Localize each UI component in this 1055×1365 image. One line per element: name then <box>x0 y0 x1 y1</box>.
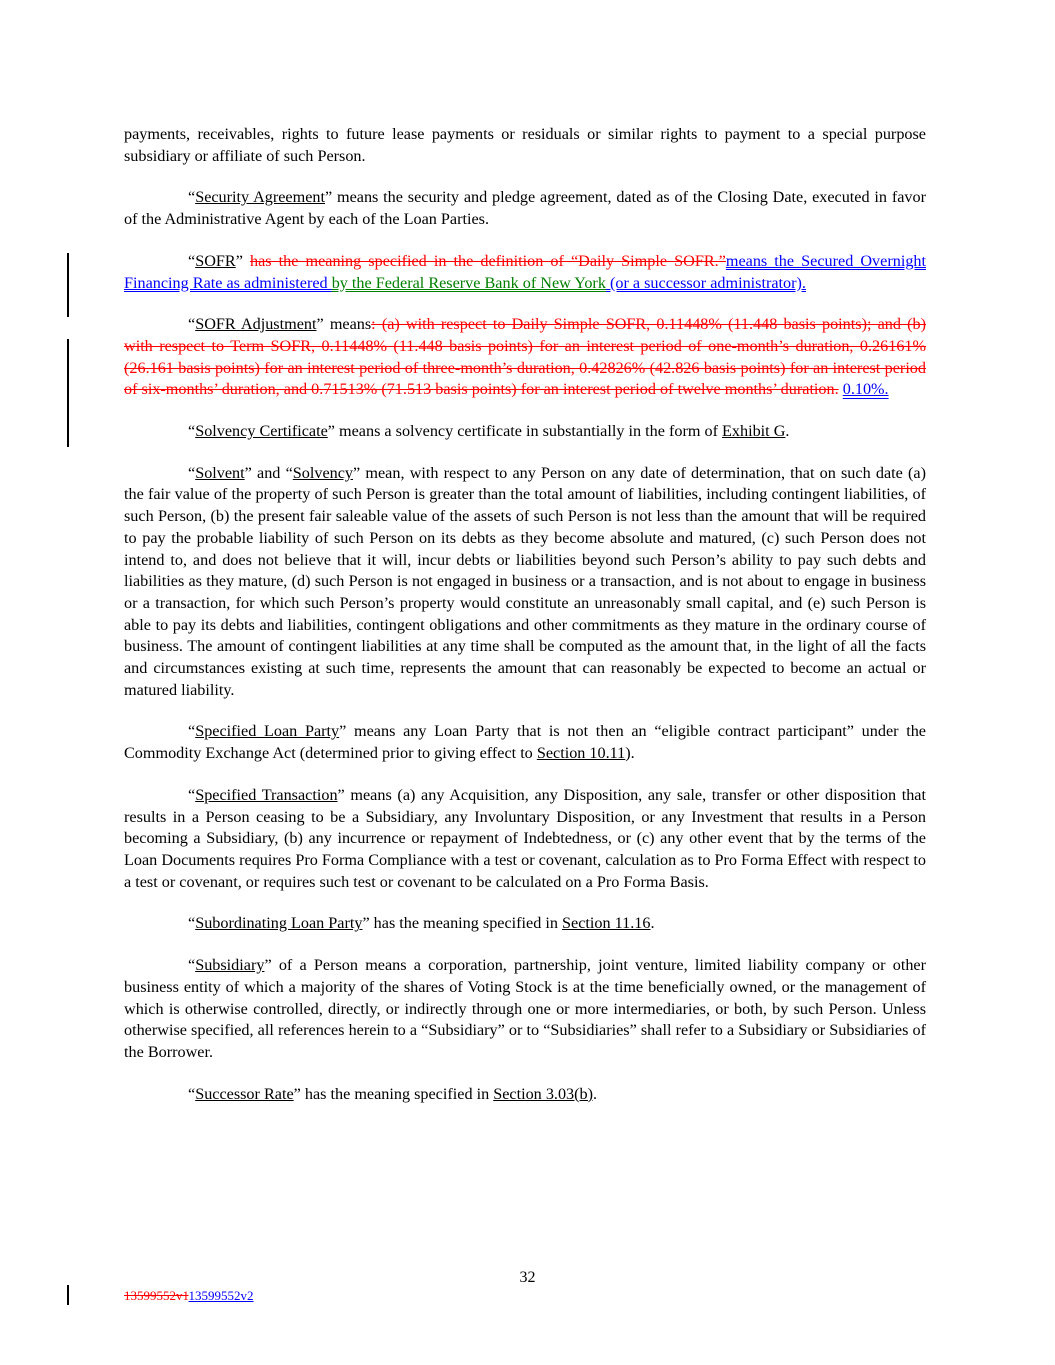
definition-sofr-adjustment: “SOFR Adjustment” means: (a) with respect to Daily Simple SOFR, 0.11448% (11.448 basis points); and (b) with respect to Term SOFR, 0.11448% (11.448 basis points) for an interest period of one-month’s duration, 0.26161% (26.161 basis points) for an interest period of three-month’s duration, 0.42826% (42.826 basis points) for an interest period of six-months’ duration, and 0.71513% (71.513 basis points) for an interest period of twelve months’ duration. 0.10%. <box>124 315 926 399</box>
page-number: 32 <box>519 1269 536 1286</box>
defined-term: Specified Loan Party <box>195 722 340 741</box>
defined-term: Successor Rate <box>195 1084 294 1103</box>
document-page <box>124 124 926 1125</box>
definition-subsidiary: “Subsidiary” of a Person means a corporation, partnership, joint venture, limited liability company or other business entity of which a majority of the shares of Voting Stock is at the time beneficially owned, or the management of which is otherwise controlled, directly, or indirectly through one or more intermediaries, or both, by such Person. Unless otherwise specified, all references herein to a “Subsidiary” or to “Subsidiaries” shall refer to a Subsidiary or Subsidiaries of the Borrower. <box>124 956 926 1061</box>
definition-solvency-certificate: “Solvency Certificate” means a solvency certificate in substantially in the form of Exhibit G. <box>188 422 790 441</box>
inserted-docid: 13599552v2 <box>188 1288 254 1303</box>
inserted-text: 0.10%. <box>842 380 889 399</box>
deleted-text: : (a) with respect to Daily Simple SOFR, 0.11448% (11.448 basis points); and (b) with respect to Term SOFR, 0.11448% (11.448 basis points) for an interest period of one-month’s duration, 0.26161% (26.161 basis points) for an interest period of three-month’s duration, 0.42826% (42.826 basis points) for an interest period of six-months’ duration, and 0.71513% (71.513 basis points) for an interest period of twelve months’ duration. <box>124 315 926 399</box>
cross-reference: Section 11.16 <box>562 914 651 933</box>
cross-reference: Exhibit G <box>722 422 786 441</box>
moved-text: by the Federal Reserve Bank of New York <box>331 273 606 292</box>
definition-subordinating-loan-party: “Subordinating Loan Party” has the meaning specified in Section 11.16. <box>188 914 655 933</box>
defined-term: SOFR Adjustment <box>195 315 317 334</box>
defined-term: Solvent <box>195 463 245 482</box>
defined-term: SOFR <box>195 251 236 270</box>
cross-reference: Section 10.11 <box>536 744 626 763</box>
change-bar-footer <box>67 1285 69 1305</box>
inserted-text: means the Secured Overnight Financing Rate as administered <box>124 251 927 292</box>
defined-term: Specified Transaction <box>195 785 338 804</box>
definition-solvent: “Solvent” and “Solvency” mean, with respect to any Person on any date of determination, that on such date (a) the fair value of the property of such Person is greater than the total amount of liabilities, including contingent liabilities, of such Person, (b) the present fair saleable value of the assets of such Person is not less than the amount that will be required to pay the probable liability of such Person on its debts as they become absolute and matured, (c) such Person does not intend to, and does not believe that it will, incur debts or liabilities beyond such Person’s ability to pay such debts and liabilities as they mature, (d) such Person is not engaged in business or a transaction, and is not about to engage in business or a transaction, for which such Person’s property would constitute an unreasonably small capital, and (e) such Person is able to pay its debts and liabilities, contingent obligations and other commitments as they mature in the ordinary course of business. The amount of contingent liabilities at any time shall be computed as the amount that, in the light of all the facts and circumstances existing at such time, represents the amount that can reasonably be expected to become an actual or matured liability. <box>124 463 926 699</box>
definition-security-agreement: “Security Agreement” means the security and pledge agreement, dated as of the Closing Date, executed in favor of the Administrative Agent by each of the Loan Parties. <box>124 188 926 229</box>
change-bar-sofr <box>67 253 69 317</box>
document-id <box>124 1288 254 1304</box>
definition-specified-loan-party: “Specified Loan Party” means any Loan Party that is not then an “eligible contract participant” under the Commodity Exchange Act (determined prior to giving effect to Section 10.11). <box>124 722 926 763</box>
cross-reference: Section 3.03(b) <box>493 1084 594 1103</box>
defined-term: Solvency Certificate <box>195 422 328 441</box>
inserted-text: (or a successor administrator). <box>605 273 806 292</box>
deleted-text: has the meaning specified in the definition of “Daily Simple SOFR.” <box>249 251 726 270</box>
definition-successor-rate: “Successor Rate” has the meaning specified in Section 3.03(b). <box>188 1084 598 1103</box>
defined-term: Solvency <box>292 463 354 482</box>
definition-sofr: “SOFR” has the meaning specified in the definition of “Daily Simple SOFR.”means the Secured Overnight Financing Rate as administered by the Federal Reserve Bank of New York (or a successor administrator). <box>124 251 927 292</box>
defined-term: Subordinating Loan Party <box>195 914 363 933</box>
change-bar-sofr-adjustment <box>67 339 69 447</box>
deleted-docid: 13599552v1 <box>124 1288 189 1303</box>
defined-term: Subsidiary <box>195 956 265 975</box>
continuation-paragraph: payments, receivables, rights to future lease payments or residuals or similar rights to payment to a special purpose subsidiary or affiliate of such Person. <box>124 125 926 165</box>
definition-specified-transaction: “Specified Transaction” means (a) any Acquisition, any Disposition, any sale, transfer or other disposition that results in a Person ceasing to be a Subsidiary, any Involuntary Disposition, or any Investment that results in a Person becoming a Subsidiary, (b) any incurrence or repayment of Indebtedness, or (c) any other event that by the terms of the Loan Documents requires Pro Forma Compliance with a test or covenant, calculation as to Pro Forma Effect with respect to a test or covenant, or requires such test or covenant to be calculated on a Pro Forma Basis. <box>124 785 926 891</box>
defined-term: Security Agreement <box>195 188 325 207</box>
